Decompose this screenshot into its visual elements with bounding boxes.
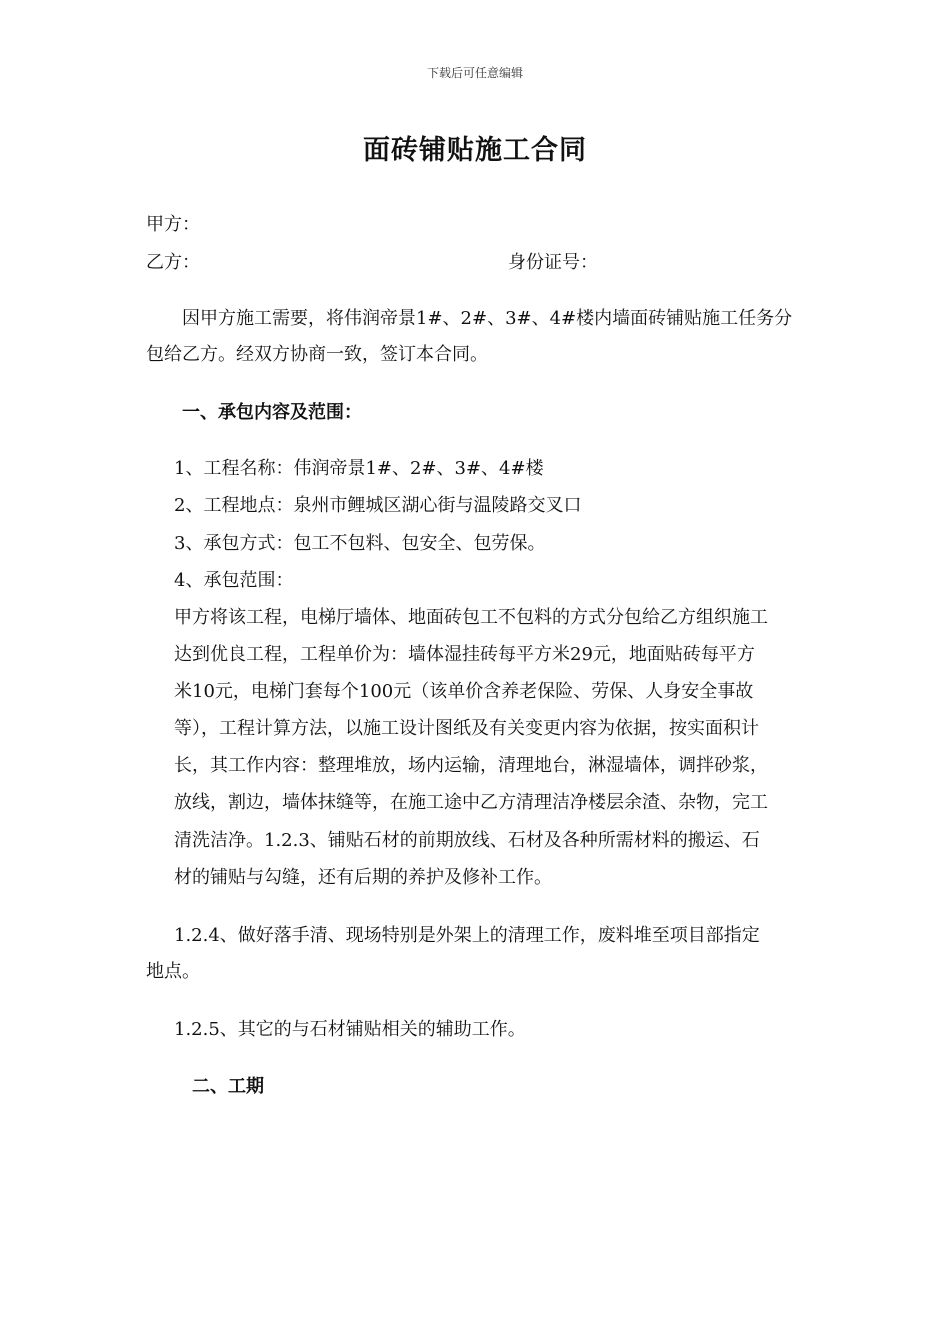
- id-number-label: 身份证号：: [508, 252, 598, 273]
- scope-line: 达到优良工程，工程单价为：墙体湿挂砖每平方米29元，地面贴砖每平方: [174, 644, 755, 665]
- document-title: 面砖铺贴施工合同: [363, 135, 587, 166]
- scope-line: 放线，割边，墙体抹缝等，在施工途中乙方清理洁净楼层余渣、杂物，完工: [174, 792, 768, 813]
- scope-line: 等），工程计算方法，以施工设计图纸及有关变更内容为依据，按实面积计: [174, 718, 759, 739]
- party-b-label: 乙方：: [146, 252, 200, 273]
- intro-line: 包给乙方。经双方协商一致，签订本合同。: [146, 344, 488, 365]
- item-1-2-5: 1.2.5、其它的与石材铺贴相关的辅助工作。: [174, 1019, 526, 1040]
- scope-line: 长，其工作内容：整理堆放，场内运输，清理地台，淋湿墙体，调拌砂浆，: [174, 755, 768, 776]
- section-2-heading: 二、工期: [192, 1076, 264, 1097]
- scope-line: 米10元，电梯门套每个100元（该单价含养老保险、劳保、人身安全事故: [174, 681, 754, 702]
- intro-line: 因甲方施工需要，将伟润帝景1#、2#、3#、4#楼内墙面砖铺贴施工任务分: [182, 308, 793, 329]
- header-note: 下载后可任意编辑: [426, 66, 523, 80]
- item-1-2-4-cont: 地点。: [146, 961, 200, 982]
- section-1-heading: 一、承包内容及范围：: [182, 402, 362, 423]
- list-item: 1、工程名称：伟润帝景1#、2#、3#、4#楼: [174, 458, 544, 479]
- list-item: 4、承包范围：: [174, 570, 294, 591]
- scope-line: 甲方将该工程，电梯厅墙体、地面砖包工不包料的方式分包给乙方组织施工: [174, 607, 768, 628]
- party-a-label: 甲方：: [146, 214, 200, 235]
- list-item: 3、承包方式：包工不包料、包安全、包劳保。: [174, 533, 546, 554]
- scope-line: 清洗洁净。1.2.3、铺贴石材的前期放线、石材及各种所需材料的搬运、石: [174, 830, 760, 851]
- scope-line: 材的铺贴与勾缝，还有后期的养护及修补工作。: [174, 867, 552, 888]
- item-1-2-4: 1.2.4、做好落手清、现场特别是外架上的清理工作，废料堆至项目部指定: [174, 925, 760, 946]
- list-item: 2、工程地点：泉州市鲤城区湖心街与温陵路交叉口: [174, 495, 582, 516]
